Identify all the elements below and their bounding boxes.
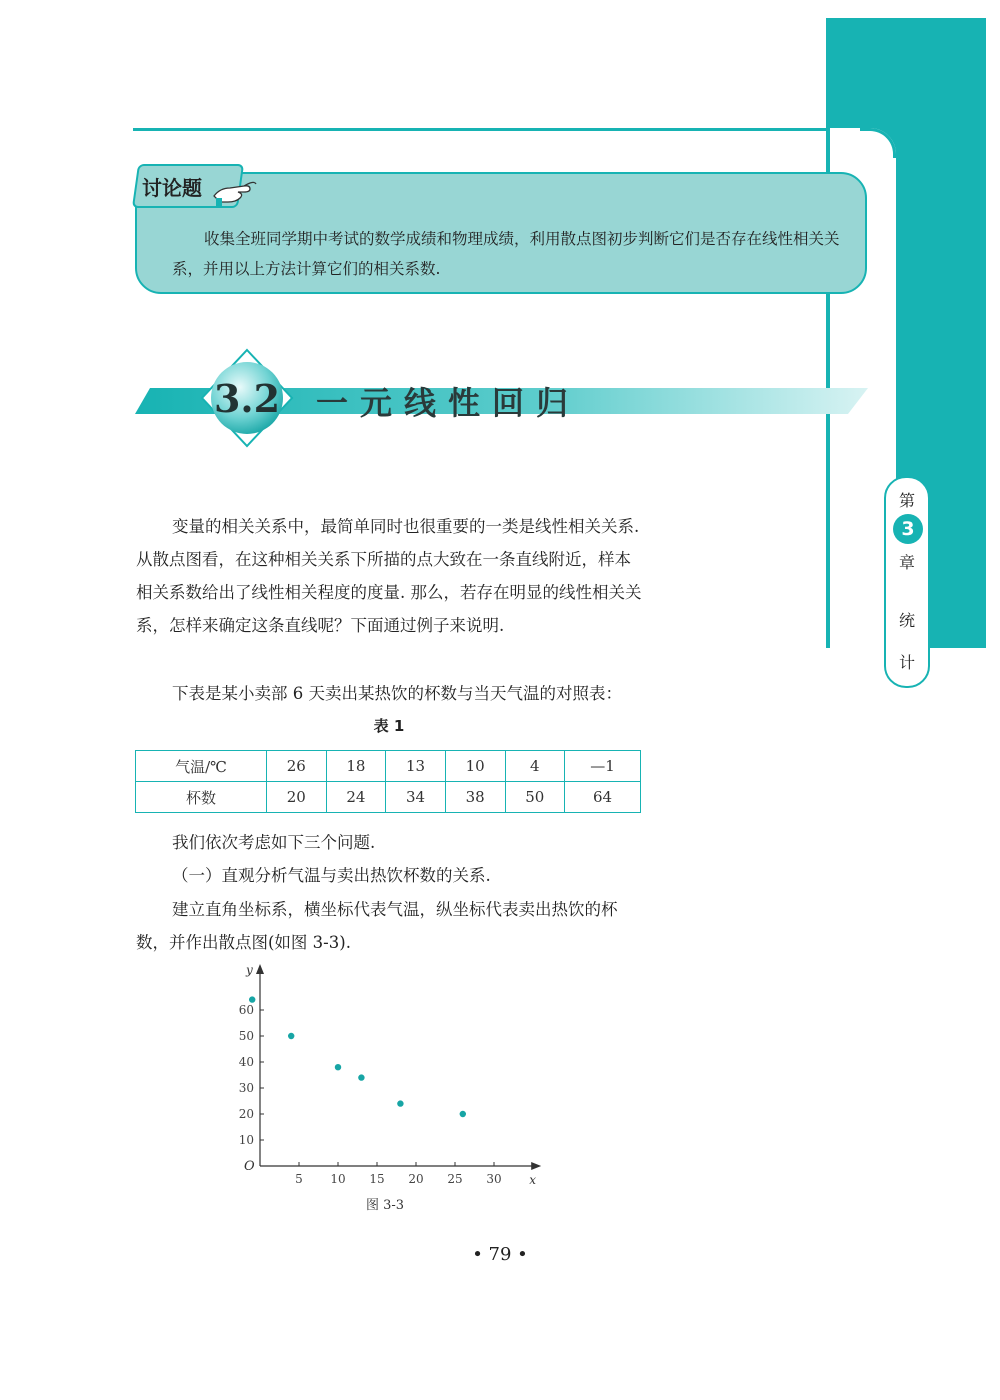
y-tick-label: 60 <box>238 1003 254 1017</box>
table-cell: 38 <box>445 782 505 813</box>
y-axis-arrow <box>256 964 264 974</box>
x-tick-label: 15 <box>369 1172 385 1186</box>
table-cell: 4 <box>505 751 565 782</box>
data-point <box>335 1064 341 1070</box>
y-axis-label: y <box>246 963 253 977</box>
side-tab-ji: 计 <box>899 653 916 672</box>
x-tick-label: 10 <box>330 1172 346 1186</box>
table-cell: 10 <box>445 751 505 782</box>
page-number: • 79 • <box>472 1244 528 1265</box>
table-cell: 34 <box>386 782 446 813</box>
origin-label: O <box>244 1159 255 1174</box>
intro-paragraph: 变量的相关关系中，最简单同时也很重要的一类是线性相关关系. 从散点图看，在这种相关关系下所描的点大致在一条直线附近，样本相关系数给出了线性相关程度的度量. 那么，若存在明显的线性相关关系，怎样来确定这条直线呢？下面通过例子来说明. <box>136 517 642 635</box>
data-point <box>358 1074 364 1080</box>
data-point <box>397 1100 403 1106</box>
table-cell: —1 <box>565 751 641 782</box>
discussion-title: 讨论题 <box>142 176 202 200</box>
table-cell: 18 <box>326 751 386 782</box>
discussion-text: 收集全班同学期中考试的数学成绩和物理成绩，利用散点图初步判断它们是否存在线性相关关系，并用以上方法计算它们的相关系数. <box>172 230 840 278</box>
table-cell: 13 <box>386 751 446 782</box>
figure-caption: 图 3-3 <box>365 1198 405 1213</box>
table-cell: 50 <box>505 782 565 813</box>
question-one-paragraph: （一）直观分析气温与卖出热饮杯数的关系. <box>172 866 491 885</box>
section-title: 一元线性回归 <box>316 384 581 422</box>
table-cell: 64 <box>565 782 641 813</box>
x-tick-label: 5 <box>295 1172 303 1186</box>
x-axis-arrow <box>531 1162 541 1170</box>
data-point <box>288 1033 294 1039</box>
x-axis-label: x <box>529 1173 536 1187</box>
table-row <box>136 782 641 813</box>
table-row <box>136 751 641 782</box>
table-row-header: 气温/℃ <box>136 751 267 782</box>
section-number: 3.2 <box>213 376 281 421</box>
table-cell: 20 <box>267 782 327 813</box>
scatter-chart <box>225 960 555 1192</box>
x-tick-label: 30 <box>486 1172 502 1186</box>
x-tick-label: 20 <box>408 1172 424 1186</box>
side-tab-tong: 统 <box>899 611 916 630</box>
table-caption: 表 1 <box>373 717 405 735</box>
y-tick-label: 40 <box>238 1055 254 1069</box>
y-tick-label: 50 <box>238 1029 254 1043</box>
temperature-cups-table <box>135 750 641 813</box>
y-tick-label: 30 <box>238 1081 254 1095</box>
questions-paragraph: 我们依次考虑如下三个问题. <box>172 833 376 852</box>
chapter-number-badge: 3 <box>893 514 923 544</box>
table-cell: 26 <box>267 751 327 782</box>
table-cell: 24 <box>326 782 386 813</box>
table-row-header: 杯数 <box>136 782 267 813</box>
x-tick-label: 25 <box>447 1172 463 1186</box>
coordinate-paragraph: 建立直角坐标系，横坐标代表气温，纵坐标代表卖出热饮的杯数，并作出散点图(如图 3-3). <box>136 900 618 952</box>
y-tick-label: 10 <box>238 1133 254 1147</box>
pointing-hand-icon <box>210 174 260 208</box>
side-tab-di: 第 <box>899 491 916 510</box>
side-tab-zhang: 章 <box>899 553 916 572</box>
data-point <box>249 996 255 1002</box>
data-point <box>460 1111 466 1117</box>
header-rule <box>133 128 833 131</box>
y-tick-label: 20 <box>238 1107 254 1121</box>
table-intro-paragraph: 下表是某小卖部 6 天卖出某热饮的杯数与当天气温的对照表： <box>172 684 622 703</box>
